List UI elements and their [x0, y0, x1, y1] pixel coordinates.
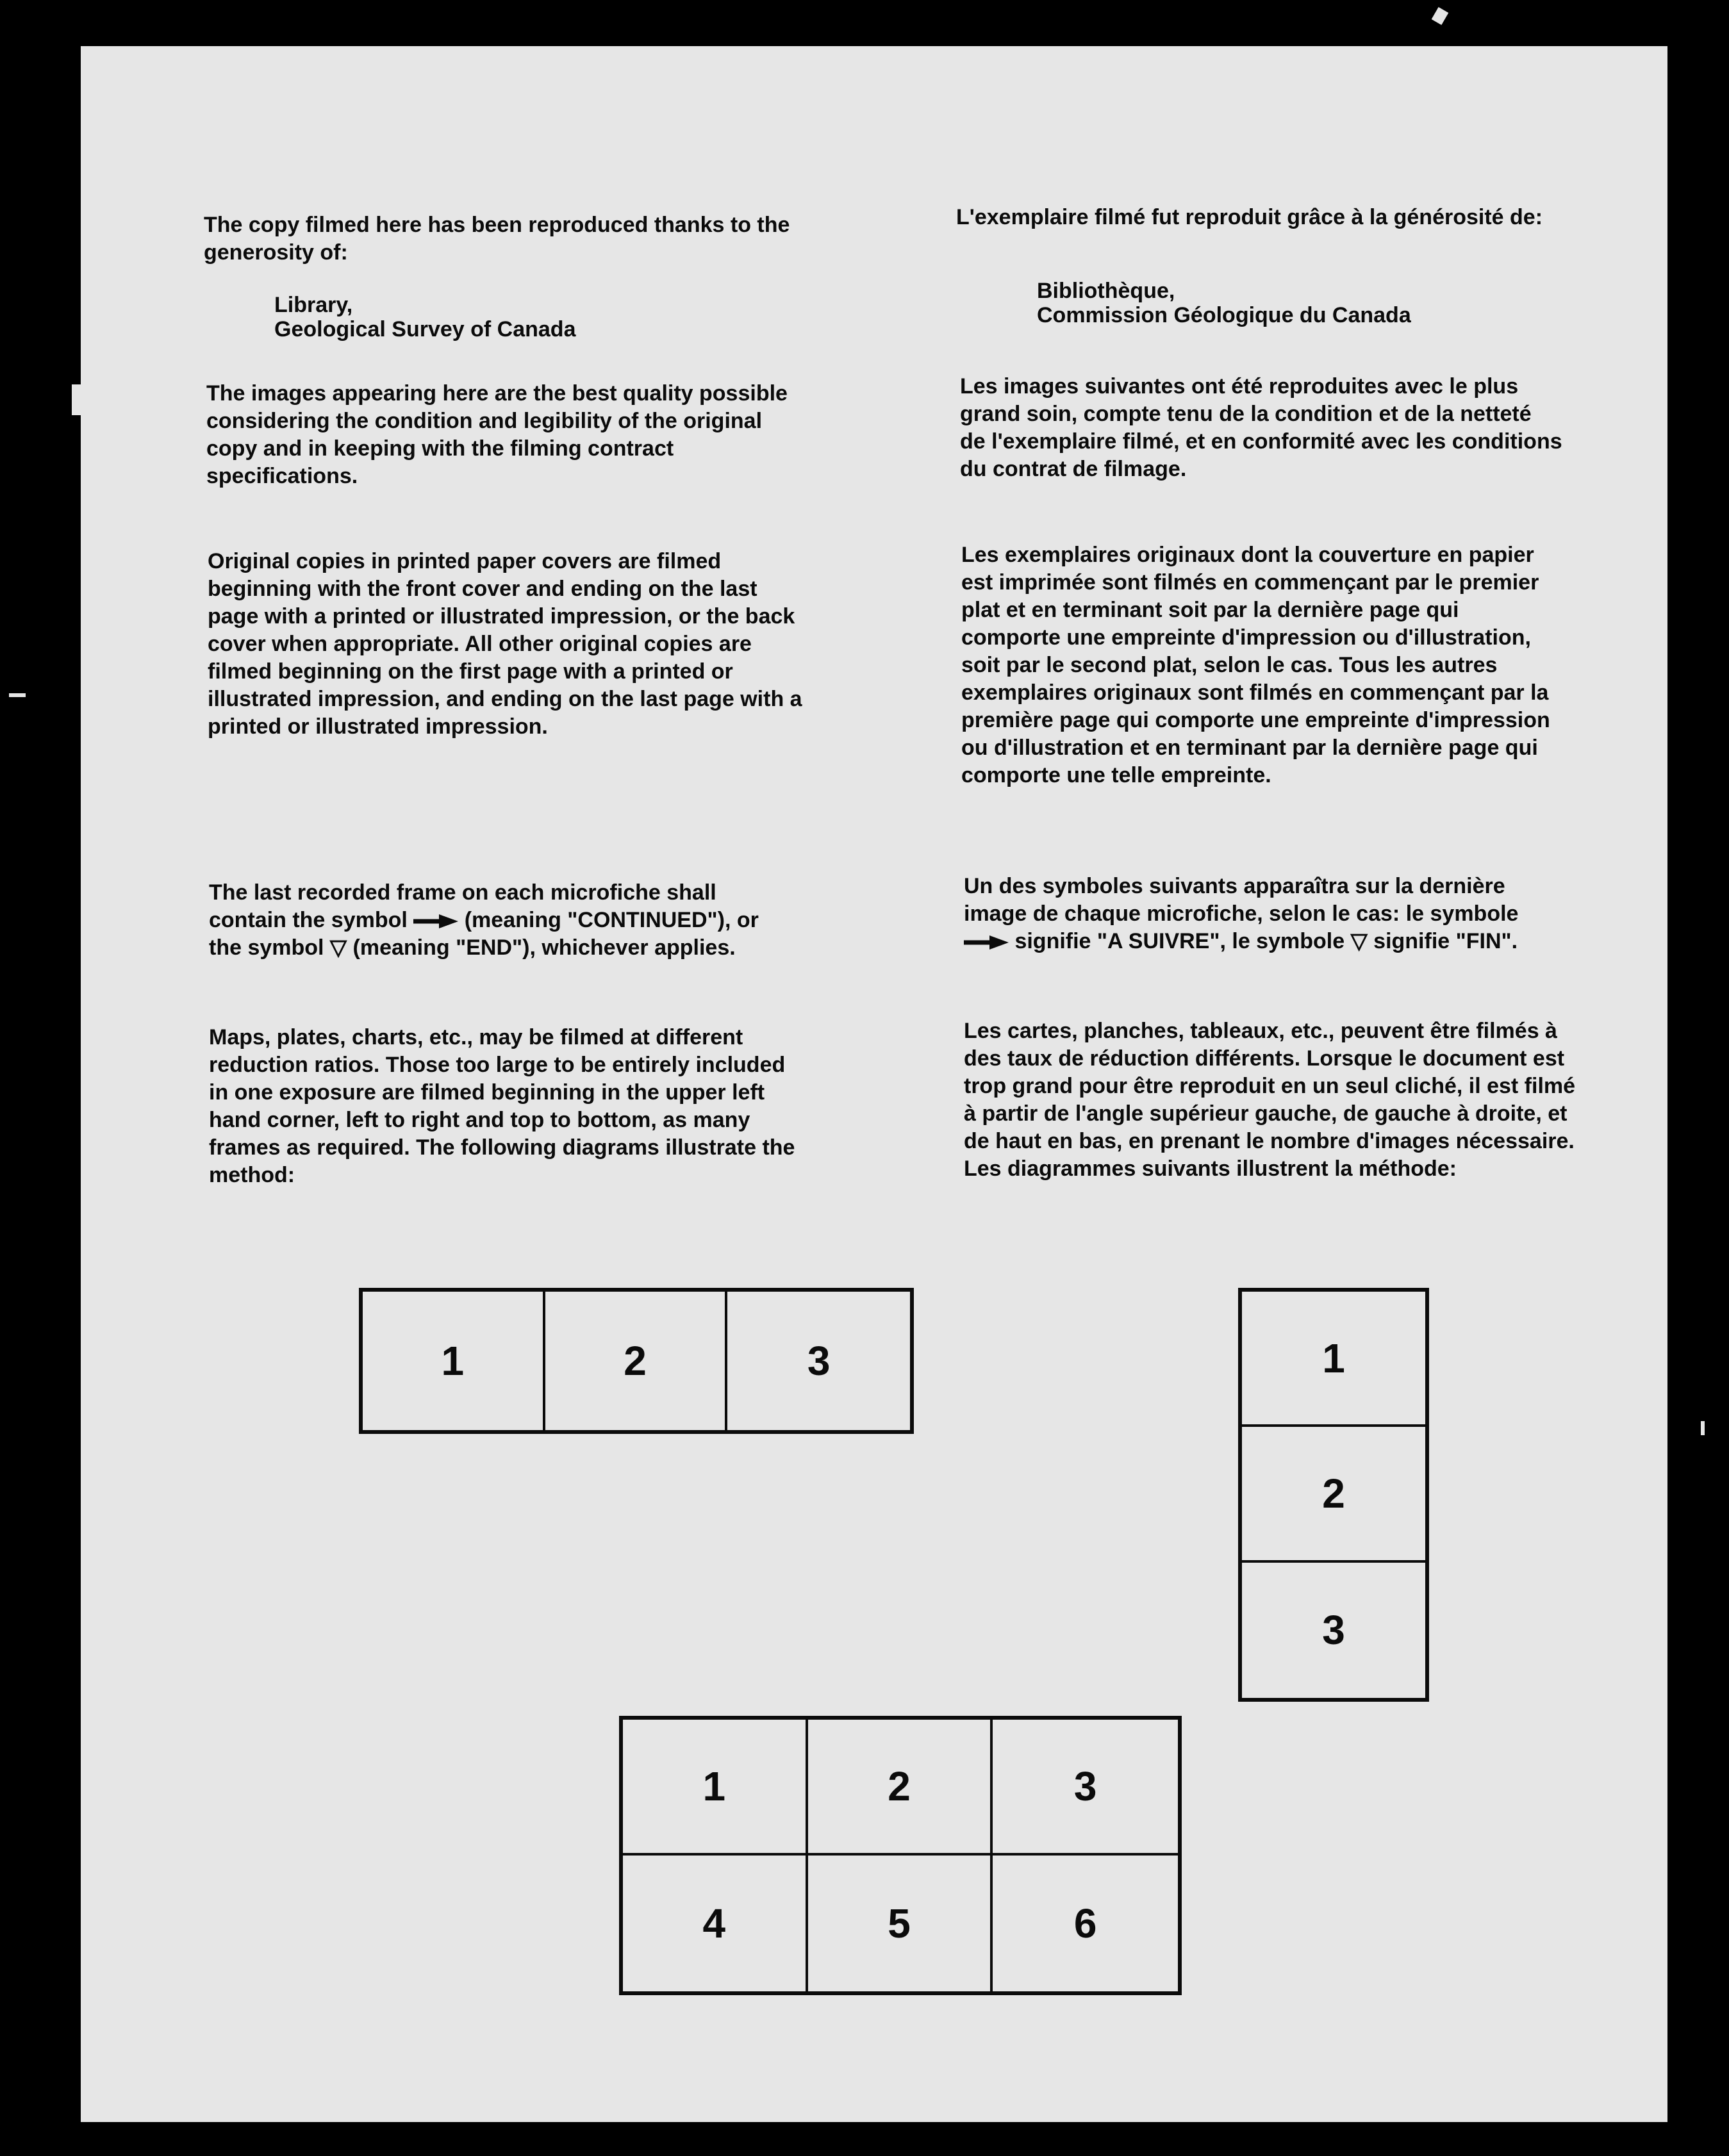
english-symbol-text-after: (meaning "CONTINUED"), or the symbol ▽ (meaning "END"), whichever applies. — [209, 908, 759, 960]
frame-cell: 1 — [1242, 1292, 1425, 1427]
vertical-frame-diagram — [1238, 1288, 1429, 1702]
french-paragraph-5: Les cartes, planches, tableaux, etc., peuvent être filmés à des taux de réduction différents. Lorsque le document est trop grand pour être reproduit en un seul cliché, il est filmé à partir de l'angle supérieur gauche, de gauche à droite, et de haut en bas, en prenant le nombre d'images nécessaire. Les diagrammes suivants illustrent la méthode: — [964, 1019, 1576, 1181]
french-symbol-text-after: signifie "A SUIVRE", le symbole ▽ signifie "FIN". — [1014, 929, 1518, 953]
frame-cell: 1 — [623, 1720, 808, 1856]
continued-arrow-icon — [964, 935, 1009, 950]
english-paragraph-3: Original copies in printed paper covers are filmed beginning with the front cover and ending on the last page with a printed or illustrated impression, or the back cover when appropriate. All other original copies are filmed beginning on the first page with a printed or illustrated impression, and ending on the last page with a printed or illustrated impression. — [208, 549, 802, 739]
frame-cell: 1 — [363, 1292, 545, 1430]
frame-cell: 3 — [1322, 1607, 1345, 1654]
frame-cell: 2 — [808, 1720, 993, 1856]
film-speck — [1432, 7, 1449, 25]
continued-arrow-icon — [413, 914, 458, 928]
grid-frame-diagram — [619, 1716, 1182, 1995]
frame-cell: 4 — [623, 1856, 808, 1991]
french-paragraph-3: Les exemplaires originaux dont la couverture en papier est imprimée sont filmés en commençant par le premier plat et en terminant soit par la dernière page qui comporte une empreinte d'impression ou d'illustration, soit par le second plat, selon le cas. Tous les autres exemplaires originaux sont filmés en commençant par la première page qui comporte une empreinte d'impression ou d'illustration et en terminant par la dernière page qui comporte une telle empreinte. — [961, 543, 1550, 787]
french-symbol-text-before: Un des symboles suivants apparaîtra sur la dernière image de chaque microfiche, selon le cas: le symbole — [964, 874, 1519, 926]
frame-cell: 5 — [808, 1856, 993, 1991]
film-speck — [1701, 1421, 1705, 1435]
french-paragraph-2: Les images suivantes ont été reproduites avec le plus grand soin, compte tenu de la condition et de la netteté de l'exemplaire filmé, et en conformité avec les conditions du contrat de filmage. — [960, 374, 1562, 481]
english-dedication-line-1: Library, — [274, 293, 353, 317]
french-dedication-line-1: Bibliothèque, — [1037, 279, 1175, 303]
french-paragraph-1: L'exemplaire filmé fut reproduit grâce à la générosité de: — [956, 205, 1543, 229]
frame-cell: 2 — [1242, 1427, 1425, 1562]
film-speck — [72, 384, 82, 415]
english-symbol-text-before: The last recorded frame on each microfiche shall contain the symbol — [209, 880, 716, 932]
french-paragraph-4 — [964, 873, 1553, 955]
english-paragraph-1: The copy filmed here has been reproduced thanks to the generosity of: — [204, 213, 790, 265]
english-paragraph-4 — [209, 879, 786, 962]
horizontal-frame-diagram — [359, 1288, 914, 1434]
frame-cell: 2 — [545, 1292, 728, 1430]
english-paragraph-5: Maps, plates, charts, etc., may be filmed at different reduction ratios. Those too large to be entirely included in one exposure are filmed beginning in the upper left hand corner, left to right and top to bottom, as many frames as required. The following diagrams illustrate the method: — [209, 1025, 795, 1187]
frame-cell: 6 — [1073, 1900, 1097, 1946]
english-dedication-line-2: Geological Survey of Canada — [274, 317, 576, 342]
frame-cell: 3 — [807, 1338, 831, 1384]
frame-cell: 3 — [993, 1720, 1178, 1856]
film-speck — [9, 693, 26, 697]
english-paragraph-2: The images appearing here are the best quality possible considering the condition and legibility of the original copy and in keeping with the filming contract specifications. — [206, 381, 788, 488]
french-dedication-line-2: Commission Géologique du Canada — [1037, 303, 1411, 327]
